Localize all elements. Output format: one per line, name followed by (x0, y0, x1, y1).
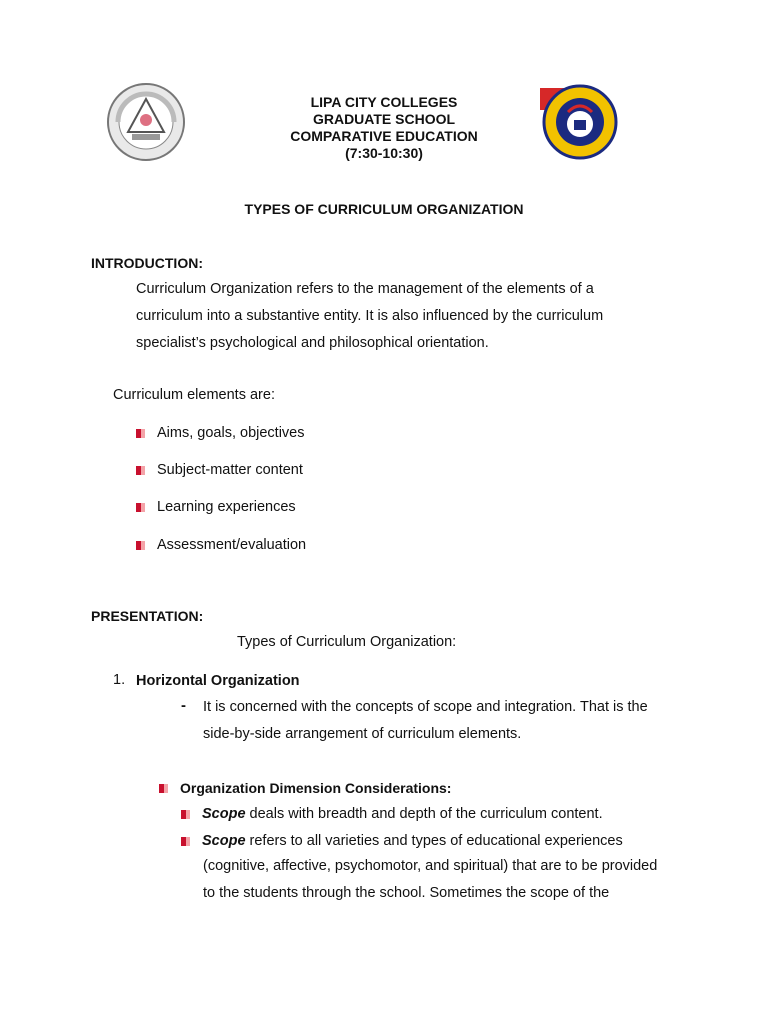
item-title: Horizontal Organization (136, 673, 300, 689)
graduate-school-logo (540, 82, 620, 167)
list-item (136, 499, 296, 515)
graduate-school-emblem-icon (540, 82, 620, 162)
list-item-text: Learning experiences (157, 499, 296, 515)
header-line-4: (7:30-10:30) (345, 145, 423, 161)
considerations-heading: Organization Dimension Considerations: (180, 780, 452, 796)
scope-continuation (203, 853, 657, 907)
item-number: 1. (113, 672, 126, 688)
presentation-subtitle: Types of Curriculum Organization: (237, 634, 457, 650)
list-item (181, 806, 603, 822)
elements-label: Curriculum elements are: (113, 387, 275, 403)
bullet-icon (181, 810, 190, 819)
school-header (234, 94, 534, 162)
item-description-line: It is concerned with the concepts of scope and integration. That is the (203, 699, 648, 715)
item-description-line: side-by-side arrangement of curriculum elements. (203, 726, 522, 742)
list-item-text: Assessment/evaluation (157, 537, 307, 553)
considerations-heading-item (159, 780, 451, 796)
introduction-paragraph (136, 276, 603, 357)
list-item (181, 833, 623, 849)
presentation-heading: PRESENTATION: (91, 608, 204, 624)
continuation-line: (cognitive, affective, psychomotor, and spiritual) that are to be provided (203, 858, 658, 874)
list-item-text (202, 833, 623, 849)
seal-icon (106, 82, 186, 162)
bullet-icon (136, 541, 145, 550)
bullet-icon (181, 837, 190, 846)
bullet-icon (136, 429, 145, 438)
header-line-2: GRADUATE SCHOOL (312, 111, 456, 127)
list-item (136, 425, 304, 441)
header-line-1: LIPA CITY COLLEGES (310, 94, 458, 110)
header-line-3: COMPARATIVE EDUCATION (290, 128, 478, 144)
lipa-city-colleges-seal-logo (106, 82, 186, 167)
intro-line: Curriculum Organization refers to the management of the elements of a (136, 281, 594, 297)
intro-line: specialist’s psychological and philosophical orientation. (136, 335, 489, 351)
introduction-heading: INTRODUCTION: (91, 255, 203, 271)
term: Scope (202, 833, 246, 849)
list-item-text: Subject-matter content (157, 462, 303, 478)
bullet-icon (136, 466, 145, 475)
bullet-icon (159, 784, 168, 793)
document-title: TYPES OF CURRICULUM ORGANIZATION (244, 201, 524, 217)
term: Scope (202, 806, 246, 822)
list-item-text: Aims, goals, objectives (157, 425, 305, 441)
item-description (203, 694, 648, 748)
dash-marker: - (181, 697, 186, 714)
definition: refers to all varieties and types of educational experiences (245, 833, 623, 849)
definition: deals with breadth and depth of the curriculum content. (245, 806, 603, 822)
continuation-line: to the students through the school. Sometimes the scope of the (203, 885, 610, 901)
list-item-text (202, 806, 603, 822)
bullet-icon (136, 503, 145, 512)
intro-line: curriculum into a substantive entity. It is also influenced by the curriculum (136, 308, 604, 324)
list-item (136, 537, 306, 553)
list-item (136, 462, 303, 478)
